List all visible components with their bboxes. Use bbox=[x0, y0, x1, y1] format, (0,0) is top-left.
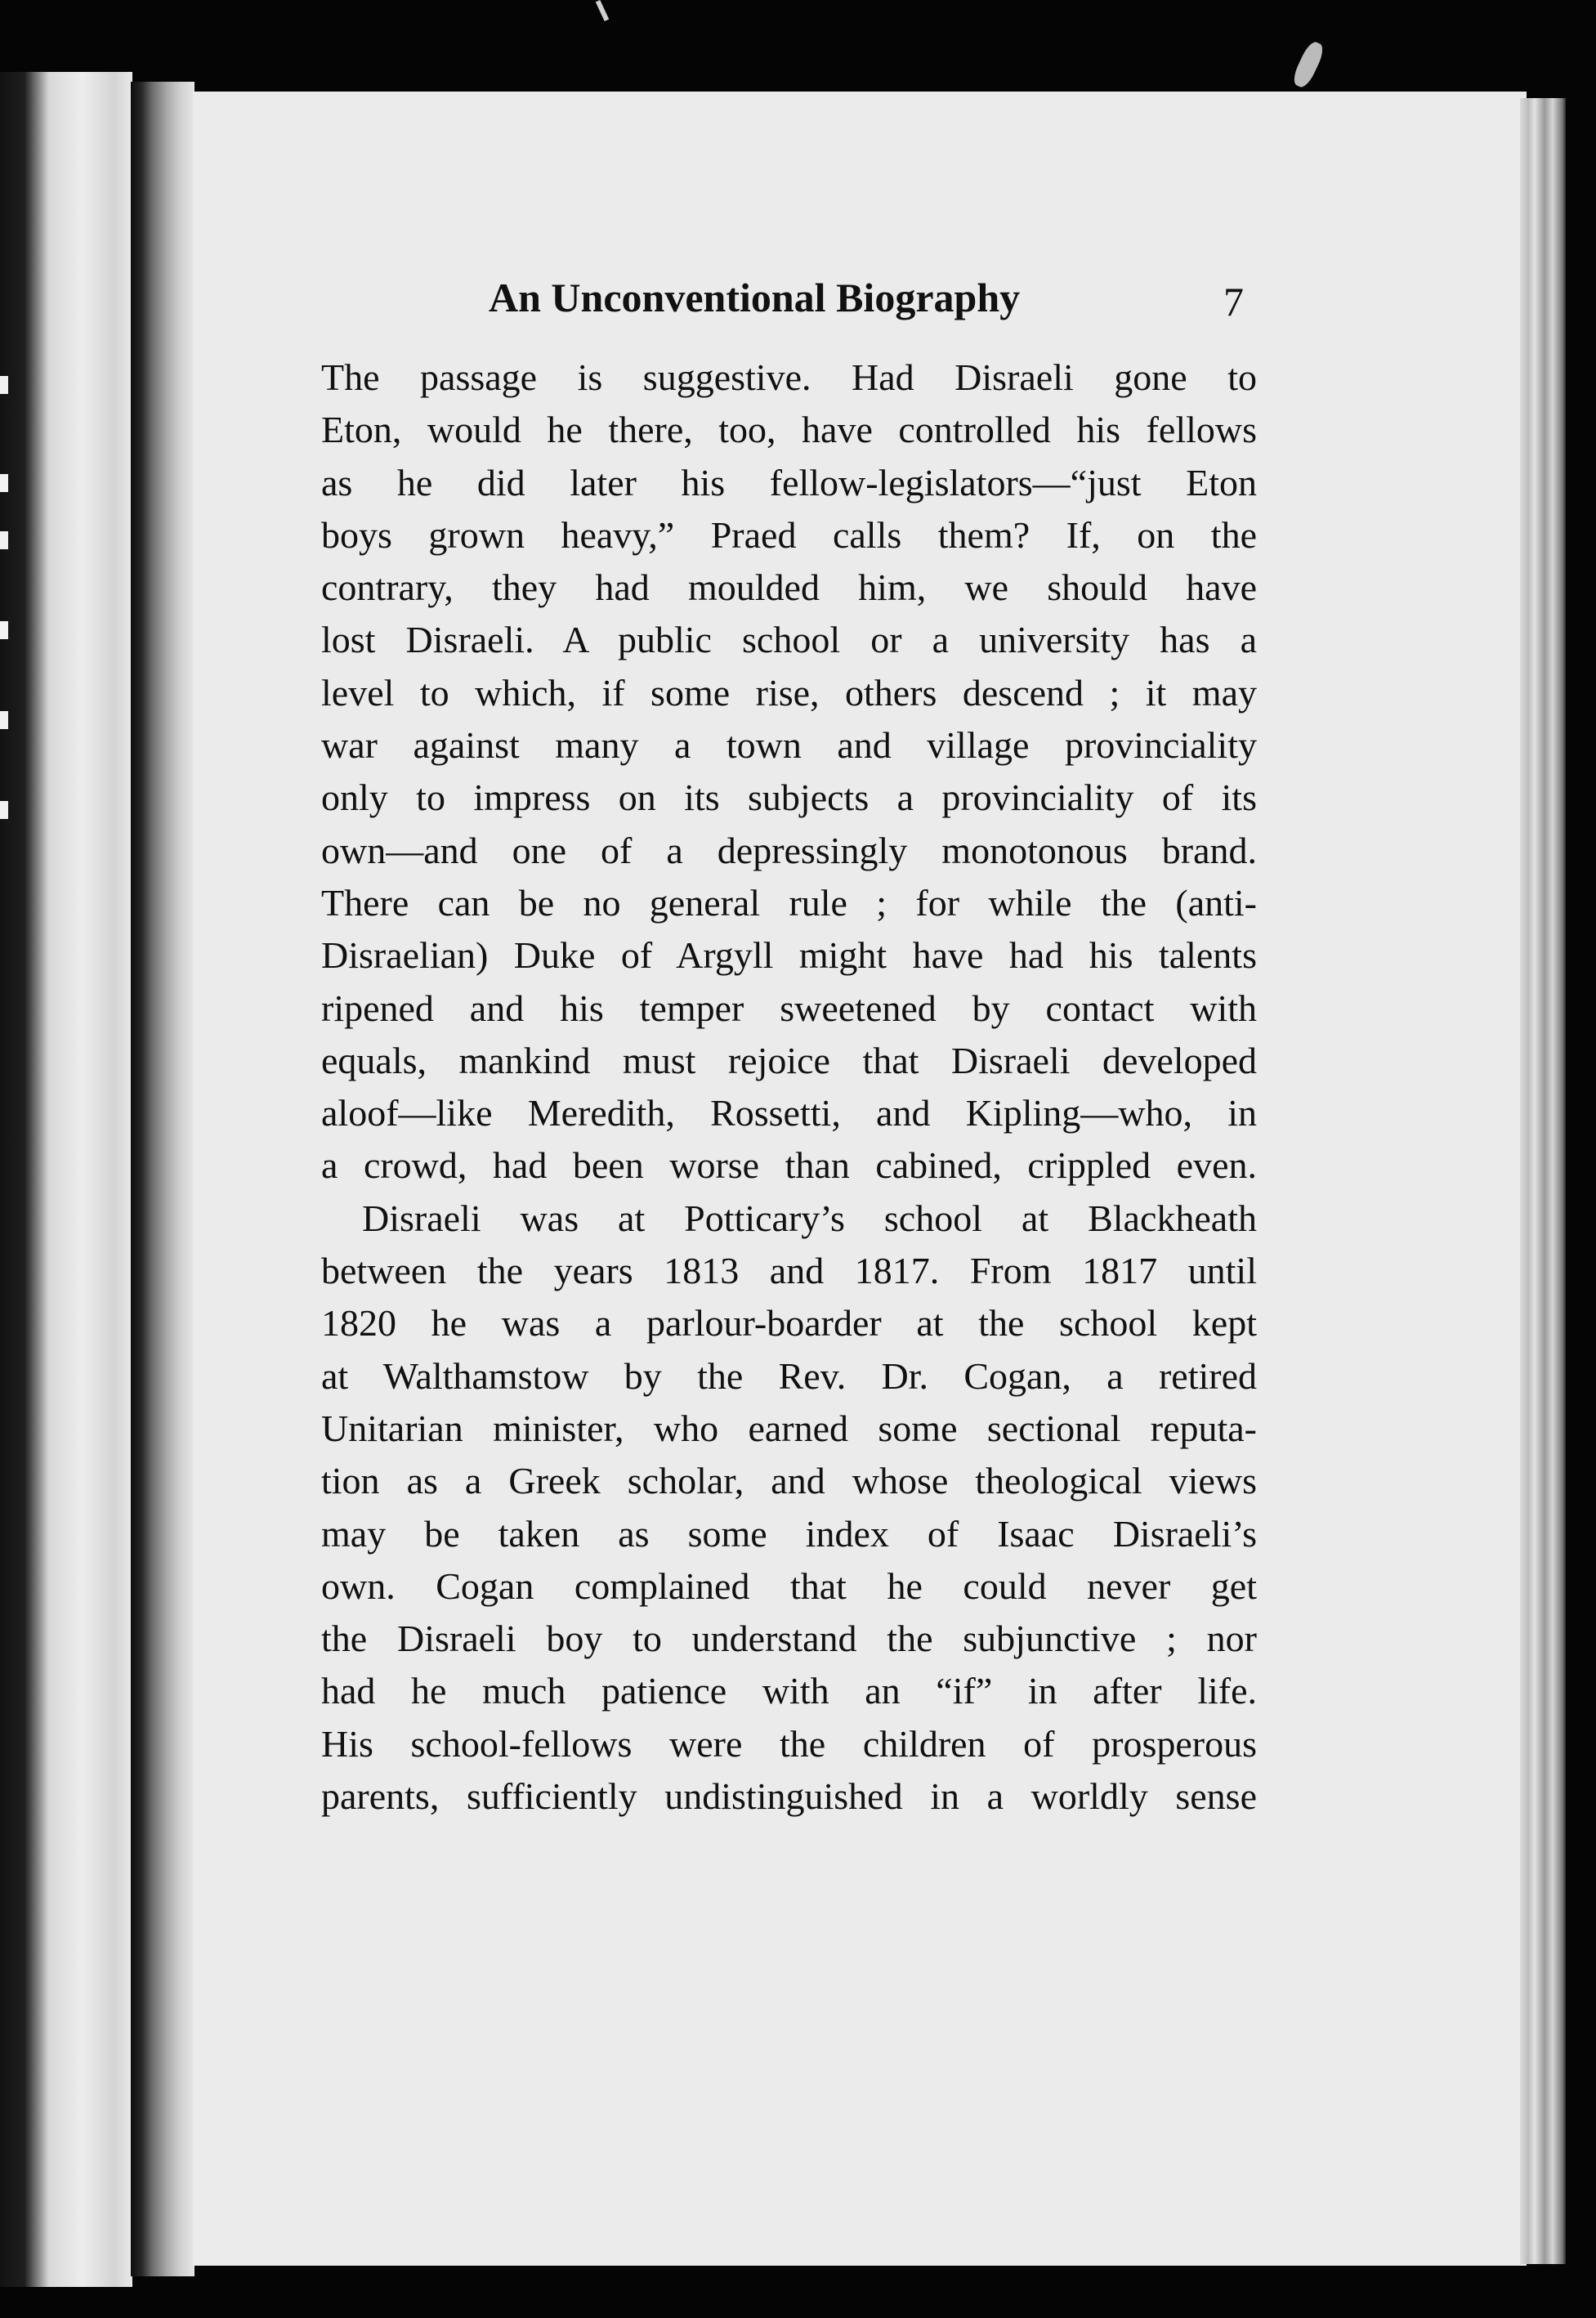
text-line: The passage is suggestive. Had Disraeli gone to bbox=[321, 356, 1257, 398]
edge-mark bbox=[0, 711, 8, 729]
text-line: Unitarian minister, who earned some sectional reputa- bbox=[321, 1407, 1257, 1449]
text-line: may be taken as some index of Isaac Disraeli’s bbox=[321, 1512, 1257, 1555]
text-line: a crowd, had been worse than cabined, crippled even. bbox=[321, 1144, 1257, 1187]
text-line: ripened and his temper sweetened by contact with bbox=[321, 987, 1257, 1029]
text-line: His school-fellows were the children of prosperous bbox=[321, 1722, 1257, 1765]
book-block-edge bbox=[1520, 98, 1566, 2264]
text-line: aloof—like Meredith, Rossetti, and Kipling—who, in bbox=[321, 1092, 1257, 1134]
text-line: Disraelian) Duke of Argyll might have had his talents bbox=[321, 934, 1257, 977]
previous-page-edge bbox=[0, 72, 132, 2287]
page-number: 7 bbox=[1223, 279, 1244, 324]
text-line: lost Disraeli. A public school or a university has a bbox=[321, 619, 1257, 661]
text-line: Eton, would he there, too, have controlled his fellows bbox=[321, 409, 1257, 451]
text-line: tion as a Greek scholar, and whose theological views bbox=[321, 1460, 1257, 1502]
text-line: parents, sufficiently undistinguished in a worldly sense bbox=[321, 1775, 1257, 1818]
edge-mark bbox=[0, 474, 8, 492]
text-line: boys grown heavy,” Praed calls them? If, on the bbox=[321, 513, 1257, 556]
body-text bbox=[321, 351, 1257, 1823]
text-line: war against many a town and village provinciality bbox=[321, 724, 1257, 767]
scan-artifact-smudge bbox=[1290, 39, 1326, 90]
book-gutter bbox=[131, 82, 194, 2276]
text-line: as he did later his fellow-legislators—“just Eton bbox=[321, 461, 1257, 503]
text-line: at Walthamstow by the Rev. Dr. Cogan, a retired bbox=[321, 1354, 1257, 1397]
edge-mark bbox=[0, 376, 8, 394]
text-line: own. Cogan complained that he could never get bbox=[321, 1564, 1257, 1607]
text-line: 1820 he was a parlour-boarder at the school kept bbox=[321, 1302, 1257, 1345]
text-line: own—and one of a depressingly monotonous brand. bbox=[321, 829, 1257, 871]
text-line: equals, mankind must rejoice that Disraeli developed bbox=[321, 1039, 1257, 1081]
running-head: An Unconventional Biography bbox=[489, 275, 1021, 320]
text-line: only to impress on its subjects a provinciality of its bbox=[321, 776, 1257, 819]
text-line: had he much patience with an “if” in after life. bbox=[321, 1670, 1257, 1712]
text-line: between the years 1813 and 1817. From 1817 until bbox=[321, 1250, 1257, 1292]
text-line: There can be no general rule ; for while the (anti- bbox=[321, 881, 1257, 924]
edge-mark bbox=[0, 621, 8, 639]
edge-mark bbox=[0, 531, 8, 549]
text-line: level to which, if some rise, others descend ; it may bbox=[321, 671, 1257, 714]
edge-mark bbox=[0, 801, 8, 819]
text-line: the Disraeli boy to understand the subjunctive ; nor bbox=[321, 1618, 1257, 1660]
text-line: contrary, they had moulded him, we should have bbox=[321, 566, 1257, 609]
scan-artifact-mark bbox=[596, 0, 609, 21]
text-line: Disraeli was at Potticary’s school at Blackheath bbox=[362, 1197, 1257, 1239]
